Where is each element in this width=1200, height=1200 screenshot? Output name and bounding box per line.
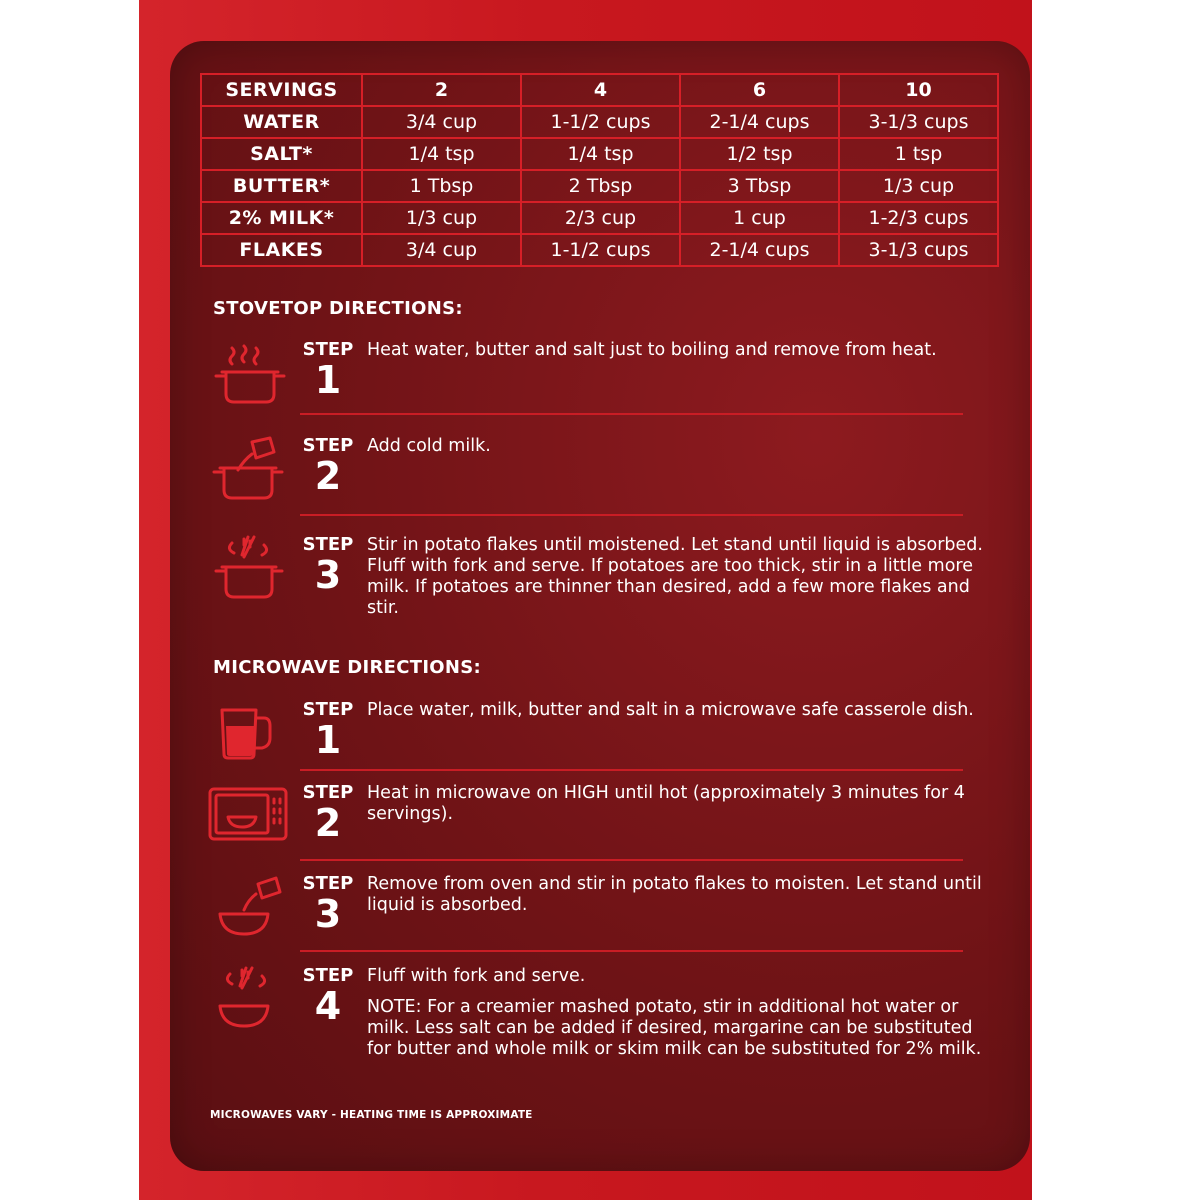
table-row	[201, 234, 998, 266]
step-text: Heat in microwave on HIGH until hot (approximately 3 minutes for 4 servings).	[367, 783, 965, 824]
divider	[300, 769, 963, 771]
stovetop-step-1	[208, 340, 968, 410]
step-note: NOTE: For a creamier mashed potato, stir in additional hot water or milk. Less salt can be added if desired, margarine can be substituted for butter and whole milk or skim milk can be substituted for 2% milk.	[367, 997, 982, 1059]
step-text: Fluff with fork and serve.	[367, 966, 586, 986]
table-cell: 1-2/3 cups	[839, 202, 998, 234]
step-text: Stir in potato flakes until moistened. Let stand until liquid is absorbed. Fluff with fork and serve. If potatoes are too thick, stir in a little more milk. If potatoes are thinner than desired, add a few more flakes and stir.	[367, 535, 983, 618]
table-cell: 2 Tbsp	[521, 170, 680, 202]
table-header-cell: 10	[839, 74, 998, 106]
divider	[300, 859, 963, 861]
table-header-row	[201, 74, 998, 106]
microwave-step-4	[208, 965, 982, 1086]
step-text: Place water, milk, butter and salt in a microwave safe casserole dish.	[367, 700, 974, 720]
step-word: STEP	[302, 339, 354, 360]
divider	[300, 514, 963, 516]
divider	[300, 950, 963, 952]
table-row	[201, 106, 998, 138]
step-word: STEP	[302, 534, 354, 555]
table-cell: 1/4 tsp	[362, 138, 521, 170]
table-cell: 1 Tbsp	[362, 170, 521, 202]
table-cell: 1 cup	[680, 202, 839, 234]
pour-into-pot-icon	[208, 436, 288, 516]
step-number: 1	[314, 718, 342, 762]
footnote: MICROWAVES VARY - HEATING TIME IS APPROXIMATE	[210, 1109, 533, 1121]
step-text-block	[367, 966, 987, 1060]
step-word: STEP	[302, 782, 354, 803]
step-label	[300, 783, 356, 843]
table-header-cell: 2	[362, 74, 521, 106]
step-word: STEP	[302, 873, 354, 894]
table-cell: 1/3 cup	[362, 202, 521, 234]
stovetop-step-2	[208, 436, 968, 506]
step-word: STEP	[302, 965, 354, 986]
step-label	[300, 966, 356, 1026]
step-number: 1	[314, 358, 342, 402]
step-word: STEP	[302, 435, 354, 456]
measuring-cup-icon	[208, 700, 288, 780]
table-cell: 3-1/3 cups	[839, 106, 998, 138]
step-text: Heat water, butter and salt just to boiling and remove from heat.	[367, 340, 937, 360]
stir-bowl-icon	[208, 966, 288, 1046]
table-cell: 2-1/4 cups	[680, 106, 839, 138]
microwave-icon	[208, 783, 288, 863]
servings-table	[200, 73, 999, 267]
stovetop-title: STOVETOP DIRECTIONS:	[213, 298, 463, 319]
table-cell: 1 tsp	[839, 138, 998, 170]
table-cell: 3/4 cup	[362, 234, 521, 266]
table-row	[201, 170, 998, 202]
stir-pot-icon	[208, 535, 288, 615]
divider	[300, 413, 963, 415]
table-header-cell: SERVINGS	[201, 74, 362, 106]
step-text: Add cold milk.	[367, 436, 491, 456]
table-row	[201, 138, 998, 170]
table-cell: 3-1/3 cups	[839, 234, 998, 266]
row-label: FLAKES	[201, 234, 362, 266]
table-header-cell: 6	[680, 74, 839, 106]
row-label: BUTTER*	[201, 170, 362, 202]
row-label: WATER	[201, 106, 362, 138]
table-header-cell: 4	[521, 74, 680, 106]
table-cell: 2/3 cup	[521, 202, 680, 234]
table-cell: 3/4 cup	[362, 106, 521, 138]
steaming-pot-icon	[208, 340, 288, 420]
microwave-step-3	[208, 873, 982, 944]
step-text: Remove from oven and stir in potato flakes to moisten. Let stand until liquid is absorbed.	[367, 874, 982, 915]
table-cell: 2-1/4 cups	[680, 234, 839, 266]
table-cell: 1/4 tsp	[521, 138, 680, 170]
table-cell: 1/3 cup	[839, 170, 998, 202]
step-number: 3	[314, 553, 342, 597]
microwave-step-2	[208, 783, 968, 853]
step-number: 2	[314, 454, 342, 498]
step-word: STEP	[302, 699, 354, 720]
pour-into-bowl-icon	[208, 874, 288, 954]
step-label	[300, 340, 356, 400]
row-label: SALT*	[201, 138, 362, 170]
table-cell: 1-1/2 cups	[521, 106, 680, 138]
step-number: 2	[314, 801, 342, 845]
row-label: 2% MILK*	[201, 202, 362, 234]
microwave-title: MICROWAVE DIRECTIONS:	[213, 657, 482, 678]
step-number: 3	[314, 892, 342, 936]
step-label	[300, 874, 356, 934]
step-label	[300, 535, 356, 595]
step-label	[300, 436, 356, 496]
table-cell: 3 Tbsp	[680, 170, 839, 202]
table-cell: 1/2 tsp	[680, 138, 839, 170]
stovetop-step-3	[208, 534, 983, 625]
table-row	[201, 202, 998, 234]
step-number: 4	[314, 984, 342, 1028]
table-cell: 1-1/2 cups	[521, 234, 680, 266]
microwave-step-1	[208, 699, 974, 764]
step-label	[300, 700, 356, 760]
